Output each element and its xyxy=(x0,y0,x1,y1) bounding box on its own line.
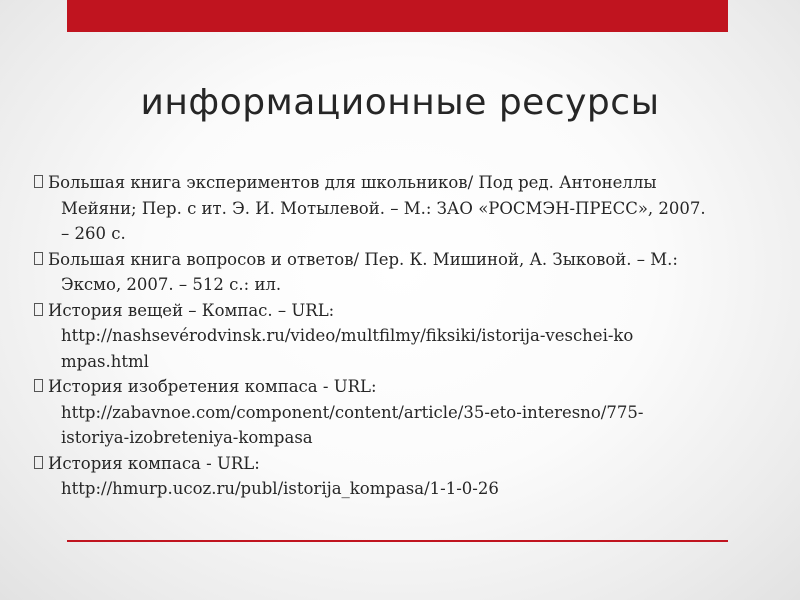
bottom-accent-line xyxy=(67,540,728,542)
top-accent-bar xyxy=(67,0,728,32)
reference-url: istoriya-izobreteniya-kompasa xyxy=(61,428,313,447)
reference-line: Большая книга вопросов и ответов/ Пер. К. Мишиной, А. Зыковой. – М.: xyxy=(48,249,678,269)
missing-glyph-box-icon xyxy=(34,456,43,469)
reference-line: – 260 с. xyxy=(61,224,126,243)
slide-title: информационные ресурсы xyxy=(140,82,660,123)
reference-line: Мейяни; Пер. с ит. Э. И. Мотылевой. – М.: ЗАО «РОСМЭН-ПРЕСС», 2007. xyxy=(61,198,706,218)
reference-line: История изобретения компаса - URL: xyxy=(48,377,377,396)
missing-glyph-box-icon xyxy=(34,379,43,392)
reference-text xyxy=(48,170,772,247)
missing-glyph-box-icon xyxy=(34,303,43,316)
reference-url: http://hmurp.ucoz.ru/publ/istorija_kompasa/1-1-0-26 xyxy=(61,479,499,498)
reference-text xyxy=(48,374,772,451)
reference-url: http://zabavnoe.com/component/content/article/35-eto-interesno/775- xyxy=(61,402,644,422)
reference-line: Эксмо, 2007. – 512 с.: ил. xyxy=(61,275,282,294)
reference-item xyxy=(32,298,772,375)
reference-item xyxy=(32,170,772,247)
reference-line: История компаса - URL: xyxy=(48,453,260,473)
reference-line: Большая книга экспериментов для школьников/ Под ред. Антонеллы xyxy=(48,173,657,192)
reference-text xyxy=(48,451,772,502)
reference-item xyxy=(32,451,772,502)
reference-item xyxy=(32,247,772,298)
reference-text xyxy=(48,298,772,375)
reference-url: mpas.html xyxy=(61,351,149,371)
reference-line: История вещей – Компас. – URL: xyxy=(48,300,335,320)
reference-list xyxy=(32,170,772,502)
reference-item xyxy=(32,374,772,451)
missing-glyph-box-icon xyxy=(34,175,43,188)
reference-text xyxy=(48,247,772,298)
reference-url: http://nashsevérodvinsk.ru/video/multfilmy/fiksiki/istorija-veschei-ko xyxy=(61,326,634,345)
missing-glyph-box-icon xyxy=(34,252,43,265)
